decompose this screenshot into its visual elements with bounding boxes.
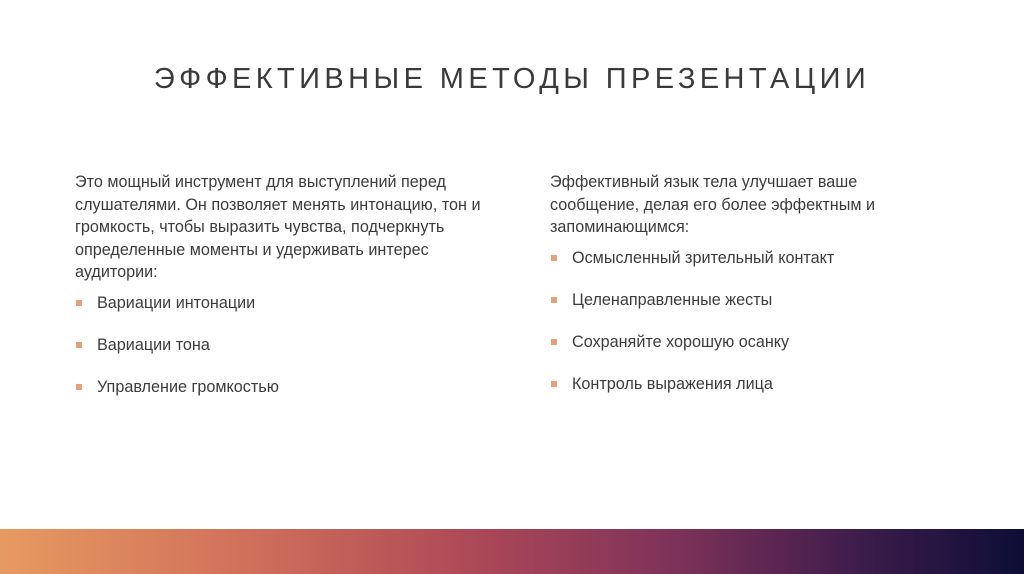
list-item (550, 373, 920, 415)
slide-title: ЭФФЕКТИВНЫЕ МЕТОДЫ ПРЕЗЕНТАЦИИ (153, 63, 871, 95)
square-bullet-icon (76, 384, 82, 390)
square-bullet-icon (76, 342, 82, 348)
right-column (550, 171, 920, 415)
gradient-accent-bar (0, 529, 1024, 574)
list-item (550, 289, 920, 331)
left-intro-text: Это мощный инструмент для выступлений перед слушателями. Он позволяет менять интонацию, тон и громкость, чтобы выразить чувства, подчеркнуть определенные моменты и удерживать интерес аудитории: (75, 173, 481, 281)
bullet-text: Вариации тона (97, 335, 210, 354)
list-item (75, 292, 490, 334)
bullet-text: Вариации интонации (97, 293, 256, 312)
left-column (75, 171, 490, 418)
square-bullet-icon (551, 381, 557, 387)
bullet-text: Целенаправленные жесты (572, 290, 773, 309)
square-bullet-icon (551, 255, 557, 261)
bullet-text: Контроль выражения лица (572, 374, 773, 393)
bullet-text: Осмысленный зрительный контакт (572, 248, 835, 267)
list-item (75, 334, 490, 376)
right-bullet-list (550, 247, 920, 415)
right-intro-text: Эффективный язык тела улучшает ваше сообщение, делая его более эффектным и запоминающимся: (550, 173, 876, 236)
bullet-text: Управление громкостью (97, 377, 279, 396)
bullet-text: Сохраняйте хорошую осанку (572, 332, 790, 351)
list-item (75, 376, 490, 418)
list-item (550, 331, 920, 373)
left-bullet-list (75, 292, 490, 418)
square-bullet-icon (551, 297, 557, 303)
list-item (550, 247, 920, 289)
square-bullet-icon (551, 339, 557, 345)
square-bullet-icon (76, 300, 82, 306)
